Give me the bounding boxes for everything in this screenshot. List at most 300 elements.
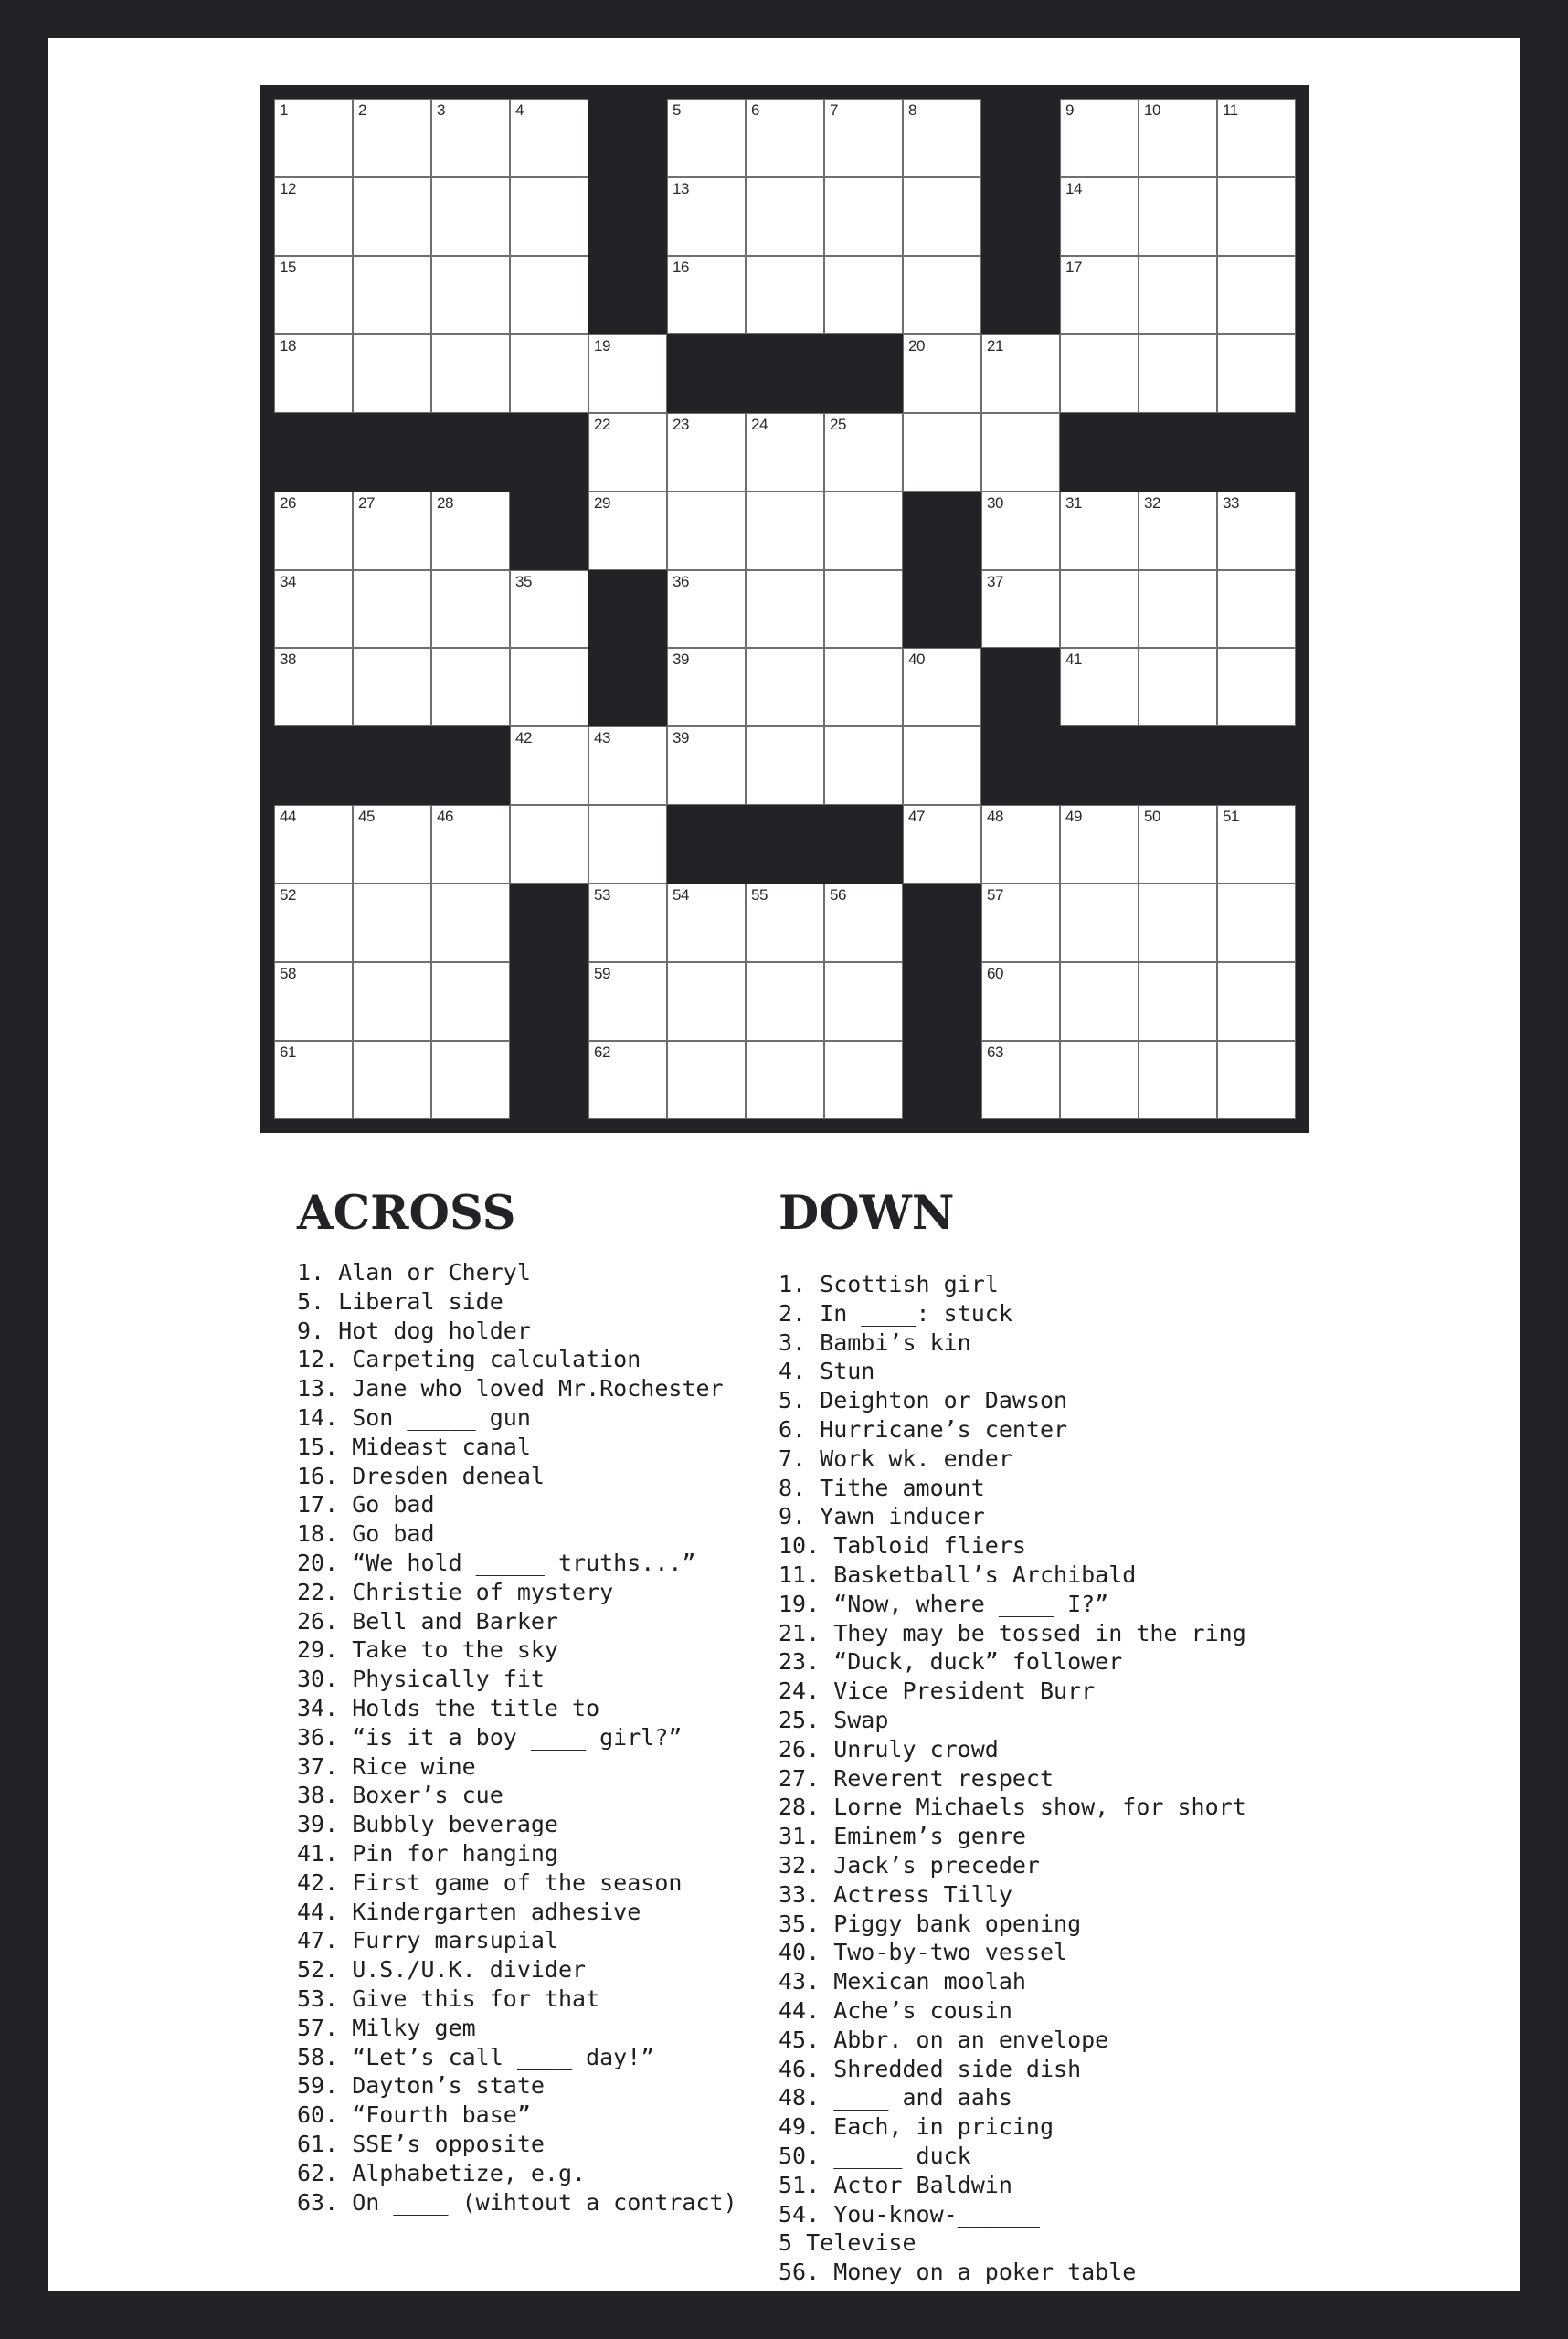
- white-square[interactable]: [431, 1041, 510, 1119]
- black-square: [746, 334, 824, 413]
- white-square[interactable]: [1139, 177, 1217, 256]
- white-square[interactable]: [431, 570, 510, 649]
- black-square: [588, 177, 667, 256]
- white-square[interactable]: [274, 805, 353, 884]
- white-square[interactable]: [510, 99, 588, 177]
- down-clue: 54. You-know-______: [779, 2200, 1040, 2228]
- across-heading: ACROSS: [297, 1186, 516, 1241]
- cell-number: 19: [594, 336, 610, 355]
- white-square[interactable]: [510, 570, 588, 649]
- white-square[interactable]: [667, 962, 746, 1041]
- across-clue: 52. U.S./U.K. divider: [297, 1956, 587, 1984]
- down-clue: 3. Bambi’s kin: [779, 1328, 971, 1356]
- white-square[interactable]: [1139, 648, 1217, 726]
- down-clue: 5. Deighton or Dawson: [779, 1387, 1068, 1414]
- black-square: [1139, 726, 1217, 805]
- white-square[interactable]: [1060, 334, 1139, 413]
- white-square[interactable]: [431, 884, 510, 962]
- cell-number: 42: [515, 729, 532, 747]
- cell-number: 54: [673, 886, 689, 905]
- black-square: [588, 648, 667, 726]
- white-square[interactable]: [824, 177, 903, 256]
- cell-number: 27: [358, 493, 375, 512]
- across-clue: 14. Son _____ gun: [297, 1403, 531, 1431]
- black-square: [746, 805, 824, 884]
- down-clue: 43. Mexican moolah: [779, 1968, 1026, 1995]
- black-square: [981, 648, 1060, 726]
- across-clue: 63. On ____ (wihtout a contract): [297, 2188, 737, 2216]
- cell-number: 46: [437, 808, 453, 826]
- white-square[interactable]: [274, 99, 353, 177]
- white-square[interactable]: [903, 726, 981, 805]
- cell-number: 53: [594, 886, 610, 905]
- black-square: [1139, 413, 1217, 492]
- black-square: [981, 256, 1060, 334]
- white-square[interactable]: [353, 177, 431, 256]
- white-square[interactable]: [981, 334, 1060, 413]
- down-clue: 10. Tabloid fliers: [779, 1532, 1026, 1560]
- across-clue: 53. Give this for that: [297, 1984, 600, 2012]
- down-clue: 44. Ache’s cousin: [779, 1996, 1012, 2024]
- white-square[interactable]: [903, 334, 981, 413]
- black-square: [981, 177, 1060, 256]
- white-square[interactable]: [1060, 570, 1139, 649]
- cell-number: 59: [594, 965, 610, 983]
- across-clue: 30. Physically fit: [297, 1666, 545, 1693]
- black-square: [431, 413, 510, 492]
- cell-number: 60: [987, 965, 1003, 983]
- cell-number: 56: [830, 886, 846, 905]
- white-square[interactable]: [903, 648, 981, 726]
- cell-number: 58: [280, 965, 296, 983]
- across-clue: 17. Go bad: [297, 1491, 435, 1519]
- white-square[interactable]: [1060, 805, 1139, 884]
- cell-number: 35: [515, 572, 532, 590]
- down-clue: 5 Televise: [779, 2229, 916, 2257]
- white-square[interactable]: [274, 1041, 353, 1119]
- cell-number: 57: [987, 886, 1003, 905]
- across-clue: 38. Boxer’s cue: [297, 1782, 503, 1809]
- white-square[interactable]: [353, 334, 431, 413]
- down-clue: 45. Abbr. on an envelope: [779, 2026, 1109, 2053]
- cell-number: 17: [1065, 258, 1082, 276]
- across-clue: 60. “Fourth base”: [297, 2101, 531, 2129]
- cell-number: 37: [987, 572, 1003, 590]
- black-square: [981, 99, 1060, 177]
- cell-number: 39: [673, 729, 689, 747]
- white-square[interactable]: [981, 962, 1060, 1041]
- white-square[interactable]: [510, 334, 588, 413]
- down-clue: 28. Lorne Michaels show, for short: [779, 1794, 1246, 1821]
- across-clue: 18. Go bad: [297, 1520, 435, 1548]
- down-section: [779, 1188, 1345, 2287]
- black-square: [903, 1041, 981, 1119]
- white-square[interactable]: [431, 492, 510, 570]
- white-square[interactable]: [1217, 256, 1296, 334]
- across-clue: 44. Kindergarten adhesive: [297, 1898, 641, 1925]
- white-square[interactable]: [431, 99, 510, 177]
- white-square[interactable]: [1139, 1041, 1217, 1119]
- white-square[interactable]: [746, 492, 824, 570]
- cell-number: 21: [987, 336, 1003, 355]
- down-clue: 4. Stun: [779, 1358, 875, 1385]
- white-square[interactable]: [1217, 492, 1296, 570]
- down-heading: DOWN: [779, 1186, 955, 1241]
- across-clue: 62. Alphabetize, e.g.: [297, 2159, 587, 2186]
- white-square[interactable]: [588, 334, 667, 413]
- white-square[interactable]: [510, 648, 588, 726]
- white-square[interactable]: [431, 805, 510, 884]
- cell-number: 3: [437, 101, 445, 119]
- white-square[interactable]: [274, 177, 353, 256]
- white-square[interactable]: [510, 805, 588, 884]
- black-square: [588, 570, 667, 649]
- across-clue: 5. Liberal side: [297, 1287, 503, 1315]
- down-clue: 56. Money on a poker table: [779, 2259, 1137, 2286]
- across-clue: 59. Dayton’s state: [297, 2072, 545, 2100]
- black-square: [353, 726, 431, 805]
- white-square[interactable]: [746, 570, 824, 649]
- black-square: [1217, 726, 1296, 805]
- across-clue-list: [297, 1258, 790, 2217]
- white-square[interactable]: [746, 648, 824, 726]
- white-square[interactable]: [1217, 570, 1296, 649]
- crossword-grid-block: [260, 85, 1309, 1133]
- white-square[interactable]: [588, 805, 667, 884]
- black-square: [667, 334, 746, 413]
- across-clue: 34. Holds the title to: [297, 1694, 600, 1721]
- cell-number: 10: [1144, 101, 1160, 119]
- white-square[interactable]: [1060, 177, 1139, 256]
- white-square[interactable]: [588, 726, 667, 805]
- white-square[interactable]: [1060, 648, 1139, 726]
- cell-number: 39: [673, 651, 689, 669]
- across-clue: 22. Christie of mystery: [297, 1578, 614, 1605]
- down-clue: 48. ____ and aahs: [779, 2084, 1012, 2111]
- white-square[interactable]: [981, 492, 1060, 570]
- white-square[interactable]: [667, 570, 746, 649]
- white-square[interactable]: [824, 1041, 903, 1119]
- white-square[interactable]: [903, 177, 981, 256]
- white-square[interactable]: [1139, 962, 1217, 1041]
- black-square: [903, 570, 981, 649]
- white-square[interactable]: [903, 256, 981, 334]
- cell-number: 34: [280, 572, 296, 590]
- white-square[interactable]: [746, 1041, 824, 1119]
- down-clue: 1. Scottish girl: [779, 1271, 999, 1297]
- cell-number: 50: [1144, 808, 1160, 826]
- white-square[interactable]: [746, 99, 824, 177]
- white-square[interactable]: [588, 962, 667, 1041]
- down-clue: 24. Vice President Burr: [779, 1678, 1096, 1705]
- white-square[interactable]: [903, 99, 981, 177]
- white-square[interactable]: [746, 726, 824, 805]
- cell-number: 30: [987, 493, 1003, 512]
- white-square[interactable]: [1139, 884, 1217, 962]
- white-square[interactable]: [274, 884, 353, 962]
- white-square[interactable]: [1060, 492, 1139, 570]
- white-square[interactable]: [824, 256, 903, 334]
- across-clue: 39. Bubbly beverage: [297, 1811, 558, 1838]
- down-clue: 31. Eminem’s genre: [779, 1823, 1026, 1850]
- cell-number: 5: [673, 101, 681, 119]
- black-square: [1217, 413, 1296, 492]
- down-clue: 50. _____ duck: [779, 2142, 971, 2169]
- down-clue: 33. Actress Tilly: [779, 1880, 1012, 1908]
- cell-number: 45: [358, 808, 375, 826]
- white-square[interactable]: [903, 413, 981, 492]
- cell-number: 38: [280, 651, 296, 669]
- crossword-grid: [274, 99, 1296, 1119]
- down-clue: 6. Hurricane’s center: [779, 1415, 1068, 1443]
- white-square[interactable]: [1217, 805, 1296, 884]
- cell-number: 24: [751, 415, 768, 433]
- cell-number: 29: [594, 493, 610, 512]
- white-square[interactable]: [431, 962, 510, 1041]
- white-square[interactable]: [824, 570, 903, 649]
- across-section: [297, 1188, 790, 2217]
- white-square[interactable]: [667, 492, 746, 570]
- cell-number: 23: [673, 415, 689, 433]
- white-square[interactable]: [667, 413, 746, 492]
- black-square: [1060, 413, 1139, 492]
- cell-number: 11: [1223, 101, 1238, 119]
- white-square[interactable]: [667, 177, 746, 256]
- white-square[interactable]: [1139, 492, 1217, 570]
- puzzle-paper: [48, 38, 1520, 2291]
- across-clue: 42. First game of the season: [297, 1868, 683, 1896]
- white-square[interactable]: [981, 884, 1060, 962]
- white-square[interactable]: [903, 805, 981, 884]
- white-square[interactable]: [1060, 1041, 1139, 1119]
- down-clue: 26. Unruly crowd: [779, 1735, 999, 1762]
- black-square: [981, 726, 1060, 805]
- white-square[interactable]: [667, 99, 746, 177]
- cell-number: 28: [437, 493, 453, 512]
- white-square[interactable]: [1060, 884, 1139, 962]
- white-square[interactable]: [824, 99, 903, 177]
- cell-number: 7: [830, 101, 838, 119]
- cell-number: 6: [751, 101, 759, 119]
- white-square[interactable]: [353, 805, 431, 884]
- across-clue: 29. Take to the sky: [297, 1636, 558, 1664]
- white-square[interactable]: [1139, 99, 1217, 177]
- white-square[interactable]: [274, 962, 353, 1041]
- white-square[interactable]: [353, 99, 431, 177]
- down-clue: 51. Actor Baldwin: [779, 2171, 1012, 2198]
- across-clue: 9. Hot dog holder: [297, 1317, 531, 1344]
- down-clue: 46. Shredded side dish: [779, 2055, 1082, 2082]
- black-square: [667, 805, 746, 884]
- down-clue: 9. Yawn inducer: [779, 1503, 985, 1530]
- down-clue: 7. Work wk. ender: [779, 1445, 1012, 1472]
- white-square[interactable]: [588, 413, 667, 492]
- white-square[interactable]: [353, 1041, 431, 1119]
- white-square[interactable]: [1217, 334, 1296, 413]
- cell-number: 62: [594, 1043, 610, 1062]
- down-clue: 19. “Now, where ____ I?”: [779, 1590, 1109, 1617]
- white-square[interactable]: [981, 570, 1060, 649]
- across-clue: 37. Rice wine: [297, 1752, 476, 1780]
- white-square[interactable]: [1217, 648, 1296, 726]
- across-clue: 26. Bell and Barker: [297, 1607, 558, 1635]
- across-clue: 15. Mideast canal: [297, 1433, 531, 1460]
- across-clue: 1. Alan or Cheryl: [297, 1259, 531, 1286]
- across-clue: 47. Furry marsupial: [297, 1927, 558, 1954]
- cell-number: 61: [280, 1043, 296, 1062]
- white-square[interactable]: [588, 492, 667, 570]
- white-square[interactable]: [353, 648, 431, 726]
- cell-number: 51: [1223, 808, 1239, 826]
- white-square[interactable]: [746, 413, 824, 492]
- white-square[interactable]: [353, 884, 431, 962]
- down-clue: 25. Swap: [779, 1706, 889, 1733]
- white-square[interactable]: [431, 256, 510, 334]
- white-square[interactable]: [1060, 962, 1139, 1041]
- white-square[interactable]: [667, 648, 746, 726]
- black-square: [824, 805, 903, 884]
- cell-number: 41: [1065, 651, 1082, 669]
- white-square[interactable]: [1139, 805, 1217, 884]
- black-square: [510, 1041, 588, 1119]
- cell-number: 43: [594, 729, 610, 747]
- white-square[interactable]: [1139, 256, 1217, 334]
- black-square: [588, 256, 667, 334]
- white-square[interactable]: [824, 962, 903, 1041]
- white-square[interactable]: [981, 1041, 1060, 1119]
- white-square[interactable]: [824, 726, 903, 805]
- cell-number: 40: [908, 651, 925, 669]
- down-clue: 2. In ____: stuck: [779, 1299, 1012, 1327]
- white-square[interactable]: [667, 884, 746, 962]
- white-square[interactable]: [588, 1041, 667, 1119]
- across-clue: 12. Carpeting calculation: [297, 1346, 641, 1373]
- black-square: [1060, 726, 1139, 805]
- white-square[interactable]: [824, 492, 903, 570]
- cell-number: 33: [1223, 493, 1239, 512]
- cell-number: 8: [908, 101, 916, 119]
- white-square[interactable]: [1060, 99, 1139, 177]
- white-square[interactable]: [353, 492, 431, 570]
- white-square[interactable]: [1060, 256, 1139, 334]
- across-clue: 58. “Let’s call ____ day!”: [297, 2043, 655, 2070]
- white-square[interactable]: [274, 648, 353, 726]
- cell-number: 18: [280, 336, 296, 355]
- white-square[interactable]: [746, 177, 824, 256]
- down-clue: 11. Basketball’s Archibald: [779, 1561, 1137, 1588]
- white-square[interactable]: [1217, 884, 1296, 962]
- down-clue: 23. “Duck, duck” follower: [779, 1648, 1123, 1676]
- black-square: [274, 413, 353, 492]
- across-clue: 13. Jane who loved Mr.Rochester: [297, 1375, 724, 1402]
- down-clue: 49. Each, in pricing: [779, 2113, 1054, 2141]
- cell-number: 31: [1065, 493, 1082, 512]
- white-square[interactable]: [431, 648, 510, 726]
- black-square: [510, 884, 588, 962]
- cell-number: 44: [280, 808, 296, 826]
- white-square[interactable]: [353, 256, 431, 334]
- cell-number: 16: [673, 258, 689, 276]
- white-square[interactable]: [746, 256, 824, 334]
- white-square[interactable]: [588, 884, 667, 962]
- across-clue: 61. SSE’s opposite: [297, 2130, 545, 2157]
- cell-number: 26: [280, 493, 296, 512]
- across-clue: 16. Dresden deneal: [297, 1462, 545, 1489]
- white-square[interactable]: [824, 413, 903, 492]
- white-square[interactable]: [353, 962, 431, 1041]
- cell-number: 36: [673, 572, 689, 590]
- black-square: [510, 413, 588, 492]
- white-square[interactable]: [510, 726, 588, 805]
- white-square[interactable]: [510, 256, 588, 334]
- across-clue: 41. Pin for hanging: [297, 1839, 558, 1867]
- black-square: [903, 492, 981, 570]
- down-clue: 40. Two-by-two vessel: [779, 1939, 1068, 1966]
- white-square[interactable]: [746, 962, 824, 1041]
- white-square[interactable]: [1217, 1041, 1296, 1119]
- across-clue: 20. “We hold _____ truths...”: [297, 1549, 696, 1576]
- cell-number: 12: [280, 179, 296, 197]
- white-square[interactable]: [1217, 962, 1296, 1041]
- white-square[interactable]: [667, 1041, 746, 1119]
- white-square[interactable]: [1139, 334, 1217, 413]
- cell-number: 4: [515, 101, 524, 119]
- down-clue: 35. Piggy bank opening: [779, 1910, 1082, 1937]
- white-square[interactable]: [824, 884, 903, 962]
- cell-number: 1: [280, 101, 288, 119]
- white-square[interactable]: [824, 648, 903, 726]
- black-square: [510, 492, 588, 570]
- white-square[interactable]: [353, 570, 431, 649]
- white-square[interactable]: [981, 413, 1060, 492]
- white-square[interactable]: [274, 256, 353, 334]
- down-clue: 8. Tithe amount: [779, 1474, 985, 1501]
- cell-number: 55: [751, 886, 768, 905]
- down-clue: 27. Reverent respect: [779, 1764, 1054, 1792]
- white-square[interactable]: [510, 177, 588, 256]
- white-square[interactable]: [274, 334, 353, 413]
- white-square[interactable]: [274, 492, 353, 570]
- cell-number: 47: [908, 808, 925, 826]
- white-square[interactable]: [1217, 177, 1296, 256]
- cell-number: 20: [908, 336, 925, 355]
- white-square[interactable]: [981, 805, 1060, 884]
- black-square: [353, 413, 431, 492]
- white-square[interactable]: [431, 334, 510, 413]
- down-clue: 21. They may be tossed in the ring: [779, 1619, 1246, 1646]
- white-square[interactable]: [431, 177, 510, 256]
- white-square[interactable]: [667, 256, 746, 334]
- cell-number: 15: [280, 258, 296, 276]
- white-square[interactable]: [1217, 99, 1296, 177]
- black-square: [431, 726, 510, 805]
- cell-number: 22: [594, 415, 610, 433]
- cell-number: 9: [1065, 101, 1074, 119]
- white-square[interactable]: [274, 570, 353, 649]
- down-clue: 32. Jack’s preceder: [779, 1851, 1040, 1879]
- cell-number: 13: [673, 179, 689, 197]
- black-square: [824, 334, 903, 413]
- cell-number: 63: [987, 1043, 1003, 1062]
- cell-number: 49: [1065, 808, 1082, 826]
- white-square[interactable]: [746, 884, 824, 962]
- black-square: [903, 884, 981, 962]
- black-square: [510, 962, 588, 1041]
- white-square[interactable]: [1139, 570, 1217, 649]
- white-square[interactable]: [667, 726, 746, 805]
- cell-number: 2: [358, 101, 366, 119]
- black-square: [588, 99, 667, 177]
